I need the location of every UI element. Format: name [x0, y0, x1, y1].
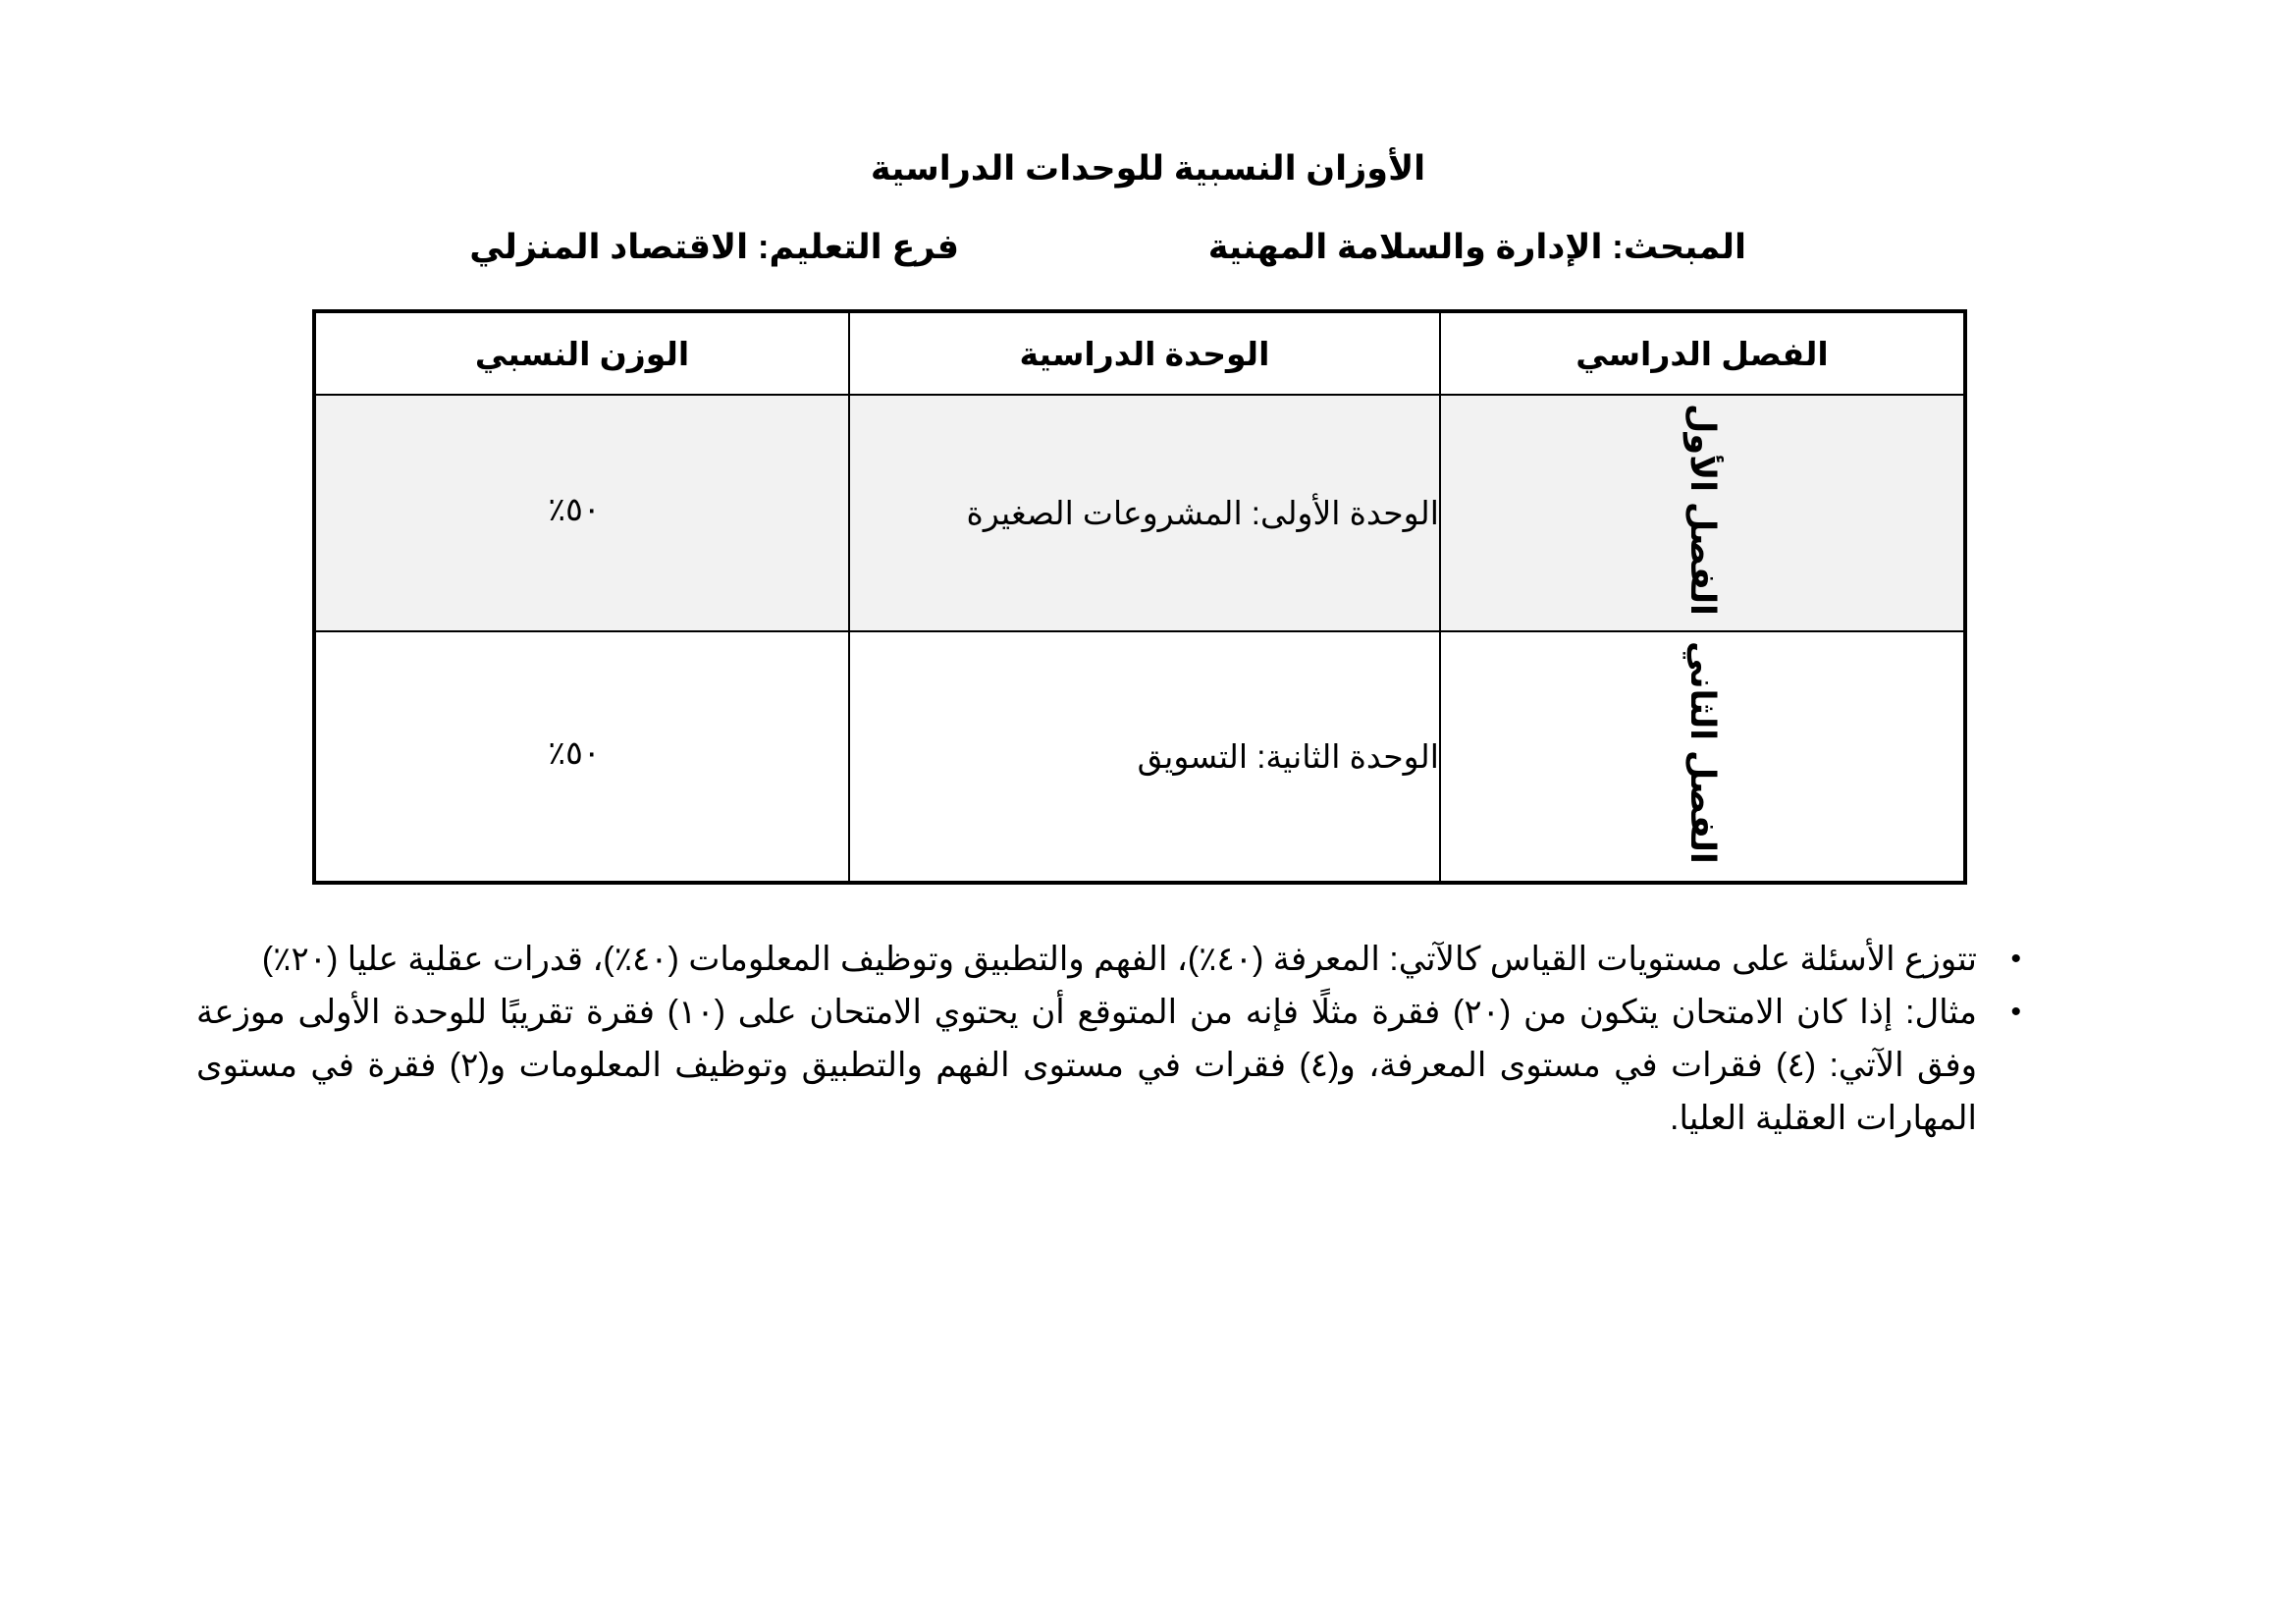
- list-item: [196, 986, 2021, 1145]
- relative-weights-table: [312, 309, 1967, 885]
- weight-cell: [314, 631, 849, 883]
- branch-line: فرع التعليم: الاقتصاد المنزلي: [469, 228, 959, 266]
- term-label: الفصل الثاني: [1683, 641, 1723, 864]
- list-item: [196, 933, 2021, 986]
- header-term: الفصل الدراسي: [1440, 311, 1965, 395]
- weight-cell: [314, 395, 849, 631]
- header-unit: الوحدة الدراسية: [849, 311, 1440, 395]
- bullet-icon: •: [2010, 943, 2021, 975]
- term-cell: [1440, 395, 1965, 631]
- table-header-row: [314, 311, 1965, 395]
- weight-value: ٥٠٪: [548, 734, 601, 771]
- document-title: الأوزان النسبية للوحدات الدراسية: [870, 149, 1426, 188]
- unit-cell: الوحدة الأولى: المشروعات الصغيرة: [849, 395, 1440, 631]
- term-label: الفصل الأول: [1683, 403, 1723, 616]
- table-row: [314, 631, 1965, 883]
- note-text: تتوزع الأسئلة على مستويات القياس كالآتي: المعرفة (٤٠٪)، الفهم والتطبيق وتوظيف المعلومات (٤٠٪)، قدرات عقلية عليا (٢٠٪): [261, 941, 1977, 978]
- table-row: [314, 395, 1965, 631]
- weight-value: ٥٠٪: [548, 491, 601, 527]
- header-weight: الوزن النسبي: [314, 311, 849, 395]
- notes-list: [196, 933, 2021, 1145]
- unit-cell: الوحدة الثانية: التسويق: [849, 631, 1440, 883]
- note-text: مثال: إذا كان الامتحان يتكون من (٢٠) فقرة مثلًا فإنه من المتوقع أن يحتوي الامتحان على (١٠) فقرة تقريبًا للوحدة الأولى موزعة وفق الآتي: (٤) فقرات في مستوى المعرفة، و(٤) فقرات في مستوى الفهم والتطبيق وتوظيف المعلومات و(٢) فقرة في مستوى المهارات العقلية العليا.: [196, 994, 1978, 1137]
- subject-line: المبحث: الإدارة والسلامة المهنية: [1207, 228, 1746, 266]
- bullet-icon: •: [2010, 996, 2021, 1028]
- term-cell: [1440, 631, 1965, 883]
